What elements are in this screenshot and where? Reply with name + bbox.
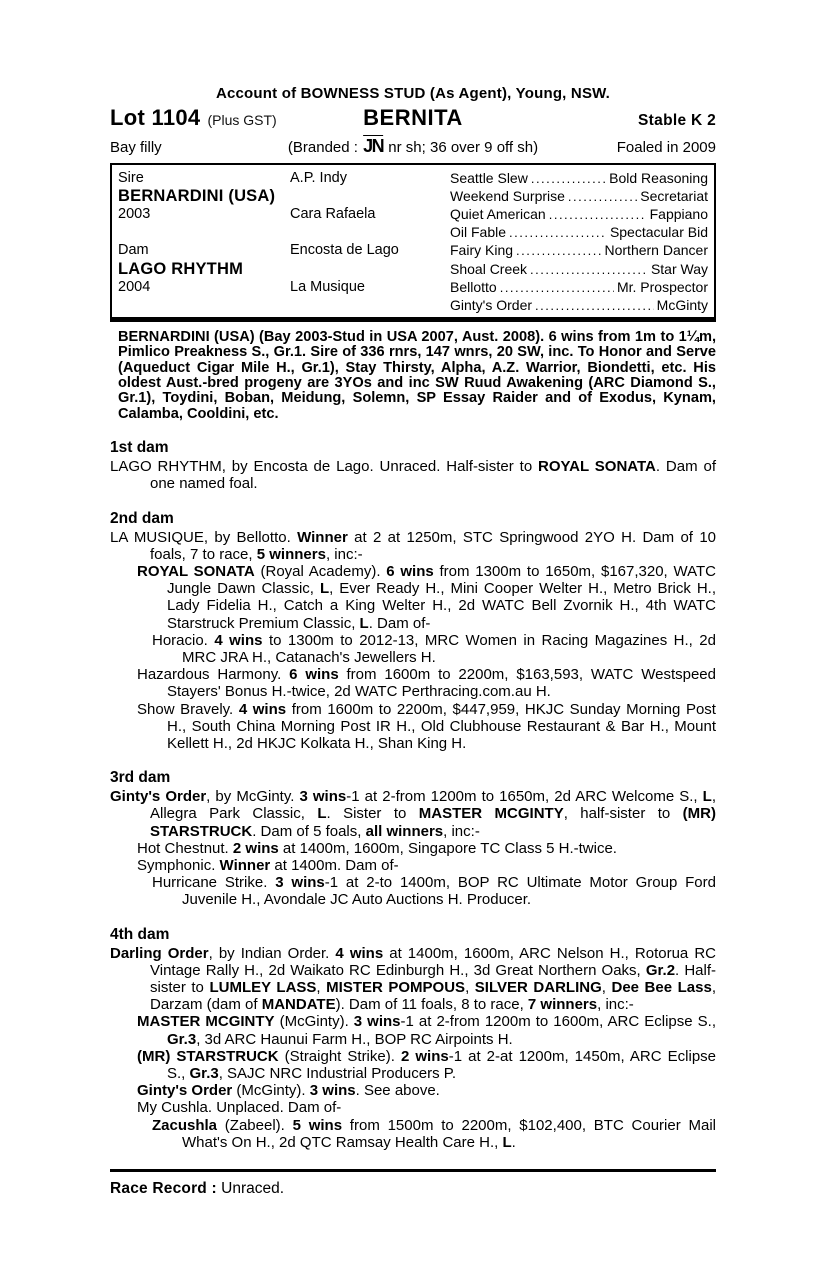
pedigree-entry: Hot Chestnut. 2 wins at 1400m, 1600m, Singapore TC Class 5 H.-twice. bbox=[137, 839, 617, 857]
dotted-leader bbox=[516, 242, 601, 258]
pedigree-entry: ROYAL SONATA (Royal Academy). 6 wins from 1300m to 1650m, $167,320, WATC Jungle Dawn Classic, L, Ever Ready H., Mini Cooper Welter H., Metro Brick H., Lady Fidelia H., Catch a King Welter H., 2d WATC Bell Zvornik H., 4th WATC Starstruck Premium Classic, L. Dam of- bbox=[137, 563, 716, 632]
dotted-leader bbox=[509, 224, 607, 240]
pedigree-entry: Zacushla (Zabeel). 5 wins from 1500m to 2200m, $102,400, BTC Courier Mail What's On H., 2d QTC Ramsay Health Care H., L. bbox=[152, 1116, 716, 1151]
pedigree-entry: Show Bravely. 4 wins from 1600m to 2200m, $447,959, HKJC Sunday Morning Post H., South China Morning Post IR H., Old Clubhouse Restaurant & Bar H., Mount Kellett H., 2d HKJC Kolkata H., Shan King H. bbox=[137, 700, 716, 753]
pedigree-entry: Darling Order, by Indian Order. 4 wins at 1400m, 1600m, ARC Nelson H., Rotorua RC Vintage Rally H., 2d Waikato RC Edinburgh H., 3d Great Northern Oaks, Gr.2. Half-sister to LUMLEY LASS, MISTER POMPOUS, SILVER DARLING, Dee Bee Lass, Darzam (dam of MANDATE). Dam of 11 foals, 8 to race, 7 winners, inc:- bbox=[110, 944, 716, 1014]
race-record-value: Unraced. bbox=[221, 1180, 285, 1198]
pedigree-table bbox=[110, 163, 716, 322]
sire-parent-1: A.P. Indy bbox=[290, 170, 347, 187]
lot-row bbox=[110, 105, 716, 131]
ancestor-parent-name: Fappiano bbox=[649, 206, 708, 223]
brand-suffix: nr sh; 36 over 9 off sh) bbox=[388, 139, 539, 156]
pedigree-entry: Ginty's Order (McGinty). 3 wins. See above. bbox=[137, 1082, 440, 1100]
dam-section bbox=[110, 510, 716, 753]
ancestor-name: Seattle Slew bbox=[450, 170, 528, 187]
pedigree-ancestor-line bbox=[450, 261, 708, 277]
race-record-label: Race Record : bbox=[110, 1180, 217, 1198]
pedigree-entry: (MR) STARSTRUCK (Straight Strike). 2 wins-1 at 2-at 1200m, 1450m, ARC Eclipse S., Gr.3, SAJC NRC Industrial Producers P. bbox=[137, 1047, 717, 1083]
pedigree-entry: Horacio. 4 wins to 1300m to 2012-13, MRC Women in Racing Magazines H., 2d MRC JRA H., Catanach's Jewellers H. bbox=[152, 631, 716, 667]
dam-section bbox=[110, 439, 716, 492]
sire-year: 2003 bbox=[118, 206, 151, 223]
dotted-leader bbox=[500, 279, 614, 295]
ancestor-name: Quiet American bbox=[450, 206, 546, 223]
pedigree-ancestor-line bbox=[450, 206, 708, 222]
dam-heading: 2nd dam bbox=[110, 509, 174, 527]
ancestor-parent-name: Bold Reasoning bbox=[609, 170, 708, 187]
sire-summary: BERNARDINI (USA) (Bay 2003-Stud in USA 2007, Aust. 2008). 6 wins from 1m to 1¼m, Pimlico Preakness S., Gr.1. Sire of 336 rnrs, 147 wnrs, 20 SW, inc. To Honor and Serve (Aqueduct Cigar Mile H., Gr.1), Stay Thirsty, Alpha, A.Z. Warrior, Biondetti, etc. His oldest Aust.-bred progeny are 3YOs and inc SW Ruud Awakening (ARC Diamond S., Gr.1), Toydini, Boban, Meidung, Solemn, SP Essay Raider and of Exodus, Kynam, Calamba, Cooldini, etc. bbox=[118, 328, 716, 422]
dam-name: LAGO RHYTHM bbox=[118, 259, 244, 278]
race-record bbox=[110, 1180, 716, 1198]
pedigree-entry: Ginty's Order, by McGinty. 3 wins-1 at 2-from 1200m to 1650m, 2d ARC Welcome S., L, Allegra Park Classic, L. Sister to MASTER MCGINTY, half-sister to (MR) STARSTRUCK. Dam of 5 foals, all winners, inc:- bbox=[110, 788, 717, 840]
dotted-leader bbox=[549, 206, 647, 222]
ancestor-parent-name: Northern Dancer bbox=[604, 242, 708, 259]
dam-heading: 1st dam bbox=[110, 439, 169, 457]
pedigree-ancestor-line bbox=[450, 242, 708, 258]
pedigree-entry: My Cushla. Unplaced. Dam of- bbox=[137, 1099, 342, 1117]
stable-label: Stable K 2 bbox=[638, 112, 716, 129]
ancestor-name: Bellotto bbox=[450, 278, 497, 295]
horse-name: BERNITA bbox=[363, 105, 463, 130]
sire-parent-2: Cara Rafaela bbox=[290, 206, 376, 223]
pedigree-ancestor-line bbox=[450, 188, 708, 204]
ancestor-name: Fairy King bbox=[450, 242, 514, 259]
dam-heading: 4th dam bbox=[110, 925, 170, 943]
dam-sections bbox=[110, 439, 716, 1151]
pedigree-entry: LA MUSIQUE, by Bellotto. Winner at 2 at 1250m, STC Springwood 2YO H. Dam of 10 foals, 7 to race, 5 winners, inc:- bbox=[110, 528, 716, 563]
ancestor-name: Shoal Creek bbox=[450, 260, 528, 277]
ancestor-name: Weekend Surprise bbox=[450, 188, 565, 205]
pedigree-ancestor-line bbox=[450, 279, 708, 295]
ancestor-parent-name: Spectacular Bid bbox=[609, 224, 708, 241]
dotted-leader bbox=[535, 297, 654, 313]
foaled-label: Foaled in 2009 bbox=[616, 139, 716, 156]
dam-role-label: Dam bbox=[118, 242, 149, 259]
ancestor-name: Ginty's Order bbox=[450, 296, 533, 313]
ancestor-parent-name: Secretariat bbox=[640, 188, 708, 205]
dam-parent-2: La Musique bbox=[290, 278, 365, 295]
account-line: Account of BOWNESS STUD (As Agent), Young, NSW. bbox=[215, 85, 611, 102]
dam-year: 2004 bbox=[118, 278, 151, 295]
lot-number: Lot 1104 bbox=[110, 105, 201, 130]
dam-parent-1: Encosta de Lago bbox=[290, 242, 399, 259]
sire-name: BERNARDINI (USA) bbox=[118, 187, 276, 206]
pedigree-ancestor-line bbox=[450, 170, 708, 186]
brand-symbol-icon: $\overline{JN}$ bbox=[363, 136, 384, 156]
pedigree-entry: Hurricane Strike. 3 wins-1 at 2-to 1400m, BOP RC Ultimate Motor Group Ford Juvenile H., Avondale JC Auto Auctions H. Producer. bbox=[152, 874, 716, 909]
dam-section bbox=[110, 926, 716, 1151]
pedigree-entry: Hazardous Harmony. 6 wins from 1600m to 2200m, $163,593, WATC Westspeed Stayers' Bonus H.-twice, 2d WATC Perthracing.com.au H. bbox=[137, 666, 716, 701]
colour-sex: Bay filly bbox=[110, 139, 162, 156]
race-record-rule bbox=[110, 1169, 716, 1172]
pedigree-ancestor-line bbox=[450, 224, 708, 240]
description-row bbox=[110, 136, 716, 157]
dotted-leader bbox=[531, 170, 606, 186]
brand-line bbox=[288, 136, 538, 157]
pedigree-ancestor-line bbox=[450, 297, 708, 313]
dam-section bbox=[110, 769, 716, 908]
ancestor-name: Oil Fable bbox=[450, 224, 507, 241]
sire-role-label: Sire bbox=[118, 170, 144, 187]
pedigree-entry: MASTER MCGINTY (McGinty). 3 wins-1 at 2-from 1200m to 1600m, ARC Eclipse S., Gr.3, 3d ARC Haunui Farm H., BOP RC Airpoints H. bbox=[137, 1013, 716, 1048]
ancestor-parent-name: Star Way bbox=[650, 260, 708, 277]
dam-heading: 3rd dam bbox=[110, 769, 171, 787]
lot-gst-note: (Plus GST) bbox=[207, 112, 277, 128]
brand-prefix: (Branded : bbox=[287, 139, 358, 156]
pedigree-entry: LAGO RHYTHM, by Encosta de Lago. Unraced. Half-sister to ROYAL SONATA. Dam of one named foal. bbox=[110, 458, 716, 493]
catalogue-page bbox=[110, 0, 716, 1198]
dotted-leader bbox=[530, 261, 648, 277]
dotted-leader bbox=[568, 188, 637, 204]
ancestor-parent-name: McGinty bbox=[656, 296, 708, 313]
lot-left bbox=[110, 105, 363, 131]
pedigree-entry: Symphonic. Winner at 1400m. Dam of- bbox=[137, 857, 399, 875]
ancestor-parent-name: Mr. Prospector bbox=[616, 278, 708, 295]
